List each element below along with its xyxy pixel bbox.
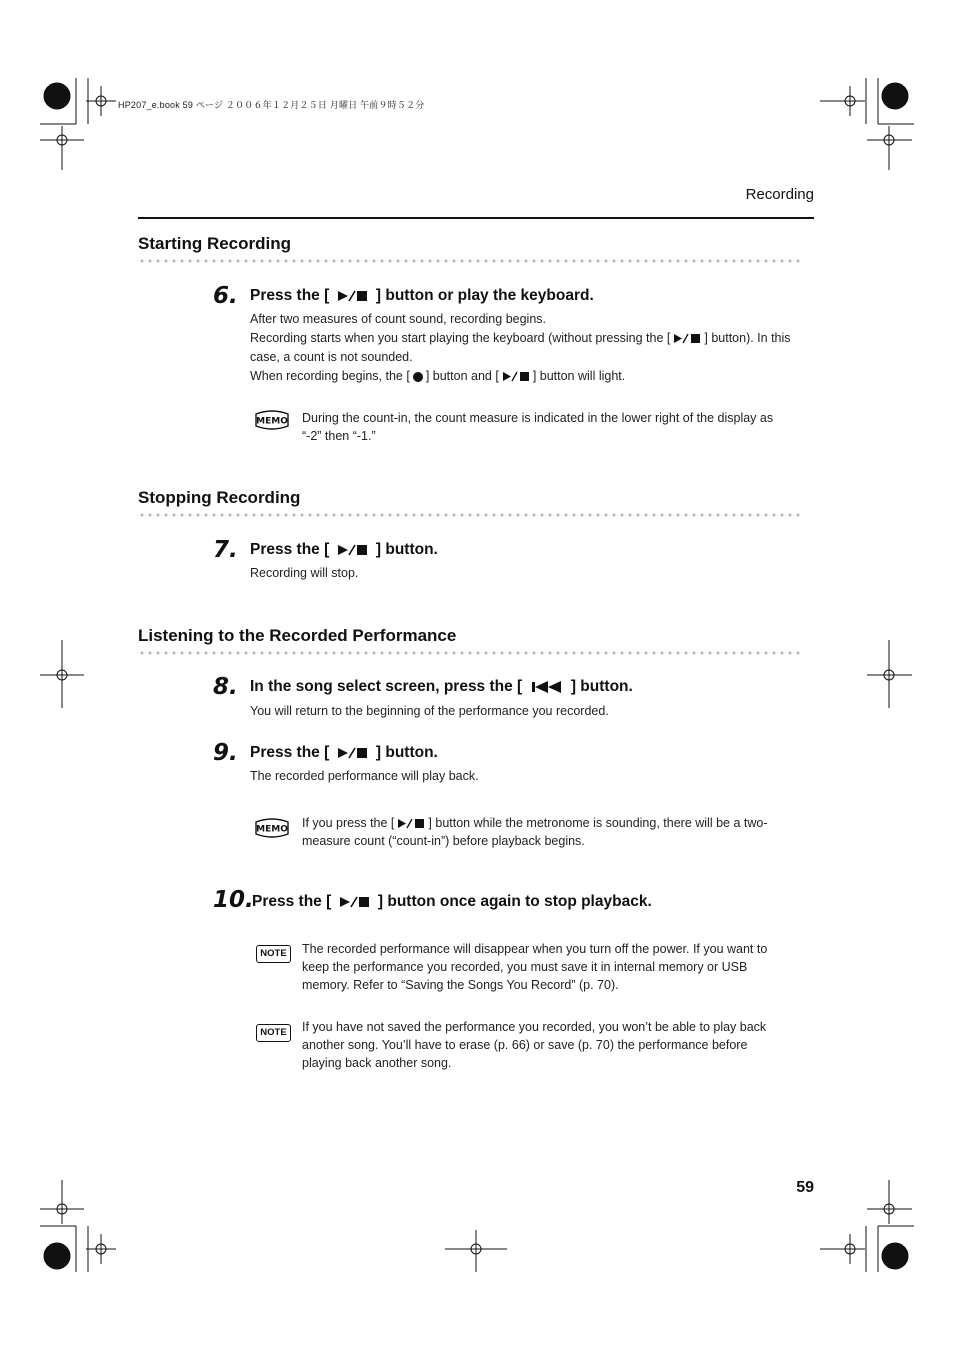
step-body — [250, 310, 791, 386]
note-text — [302, 940, 767, 994]
step-text-post: ] button or play the keyboard. — [375, 287, 594, 304]
step-text-pre: Press the [ — [252, 893, 332, 910]
note-line: If you have not saved the performance you recorded, you won’t be able to play back — [302, 1020, 767, 1034]
play-stop-icon — [336, 543, 370, 557]
note-line: memory. Refer to “Saving the Songs You Record” (p. 70). — [302, 978, 619, 992]
play-stop-icon — [396, 818, 426, 829]
memo-text-part: ] button while the metronome is sounding, there will be a two- — [428, 816, 768, 830]
play-stop-icon — [338, 895, 372, 909]
step-text-post: ] button. — [375, 744, 438, 761]
memo-line: “-2” then “-1.” — [302, 429, 376, 443]
running-head: Recording — [745, 186, 814, 203]
body-line — [250, 329, 791, 348]
step-text-pre: Press the [ — [250, 541, 330, 558]
record-icon — [412, 371, 424, 383]
step-text-pre: Press the [ — [250, 744, 330, 761]
step-text-pre: Press the [ — [250, 287, 330, 304]
step-text-post: ] button once again to stop playback. — [377, 893, 652, 910]
body-text: ] button and [ — [425, 369, 499, 383]
play-stop-icon — [336, 289, 370, 303]
memo-label: MEMO — [256, 416, 288, 427]
step-instruction — [250, 287, 594, 305]
header-rule — [138, 217, 814, 219]
memo-line — [302, 814, 768, 832]
note-text — [302, 1018, 766, 1072]
section-divider — [138, 259, 804, 263]
body-line: After two measures of count sound, recording begins. — [250, 312, 546, 326]
step-number: 10. — [213, 887, 254, 913]
step-instruction — [250, 744, 438, 762]
note-line: another song. You’ll have to erase (p. 66) or save (p. 70) the performance before — [302, 1038, 748, 1052]
step-body: The recorded performance will play back. — [250, 769, 479, 783]
body-text: Recording starts when you start playing the keyboard (without pressing the [ — [250, 331, 671, 345]
step-number: 6. — [213, 283, 238, 309]
play-stop-icon — [672, 333, 702, 344]
step-text-post: ] button. — [570, 678, 633, 695]
step-instruction — [250, 541, 438, 559]
body-line: case, a count is not sounded. — [250, 350, 413, 364]
step-number: 9. — [213, 740, 238, 766]
memo-text — [302, 814, 768, 850]
step-number: 7. — [213, 537, 238, 563]
print-header: HP207_e.book 59 ページ ２００６年１２月２５日 月曜日 午前９時５２分 — [118, 100, 425, 110]
body-line — [250, 367, 791, 386]
play-stop-icon — [501, 371, 531, 382]
memo-line: measure count (“count-in”) before playback begins. — [302, 834, 585, 848]
step-body: You will return to the beginning of the performance you recorded. — [250, 704, 609, 718]
reset-icon — [529, 680, 565, 694]
note-line: playing back another song. — [302, 1056, 452, 1070]
memo-line: During the count-in, the count measure is indicated in the lower right of the display as — [302, 411, 774, 425]
body-text: ] button). In this — [704, 331, 791, 345]
section-divider — [138, 513, 804, 517]
note-line: keep the performance you recorded, you must save it in internal memory or USB — [302, 960, 748, 974]
section-divider — [138, 651, 804, 655]
body-text: ] button will light. — [532, 369, 626, 383]
step-instruction — [252, 893, 652, 911]
memo-label: MEMO — [256, 824, 288, 835]
step-text-pre: In the song select screen, press the [ — [250, 678, 523, 695]
play-stop-icon — [336, 746, 370, 760]
memo-icon — [254, 818, 290, 838]
memo-text — [302, 409, 773, 445]
note-icon: NOTE — [256, 945, 291, 963]
memo-icon — [254, 410, 290, 430]
step-text-post: ] button. — [375, 541, 438, 558]
section-title-stopping-recording: Stopping Recording — [138, 488, 301, 507]
page-number: 59 — [796, 1179, 814, 1196]
note-line: The recorded performance will disappear when you turn off the power. If you want to — [302, 942, 768, 956]
section-title-starting-recording: Starting Recording — [138, 234, 292, 253]
step-body: Recording will stop. — [250, 566, 359, 580]
body-text: When recording begins, the [ — [250, 369, 410, 383]
section-title-listening: Listening to the Recorded Performance — [138, 626, 457, 645]
step-instruction — [250, 678, 633, 696]
step-number: 8. — [213, 674, 238, 700]
memo-text-part: If you press the [ — [302, 816, 395, 830]
note-icon: NOTE — [256, 1024, 291, 1042]
